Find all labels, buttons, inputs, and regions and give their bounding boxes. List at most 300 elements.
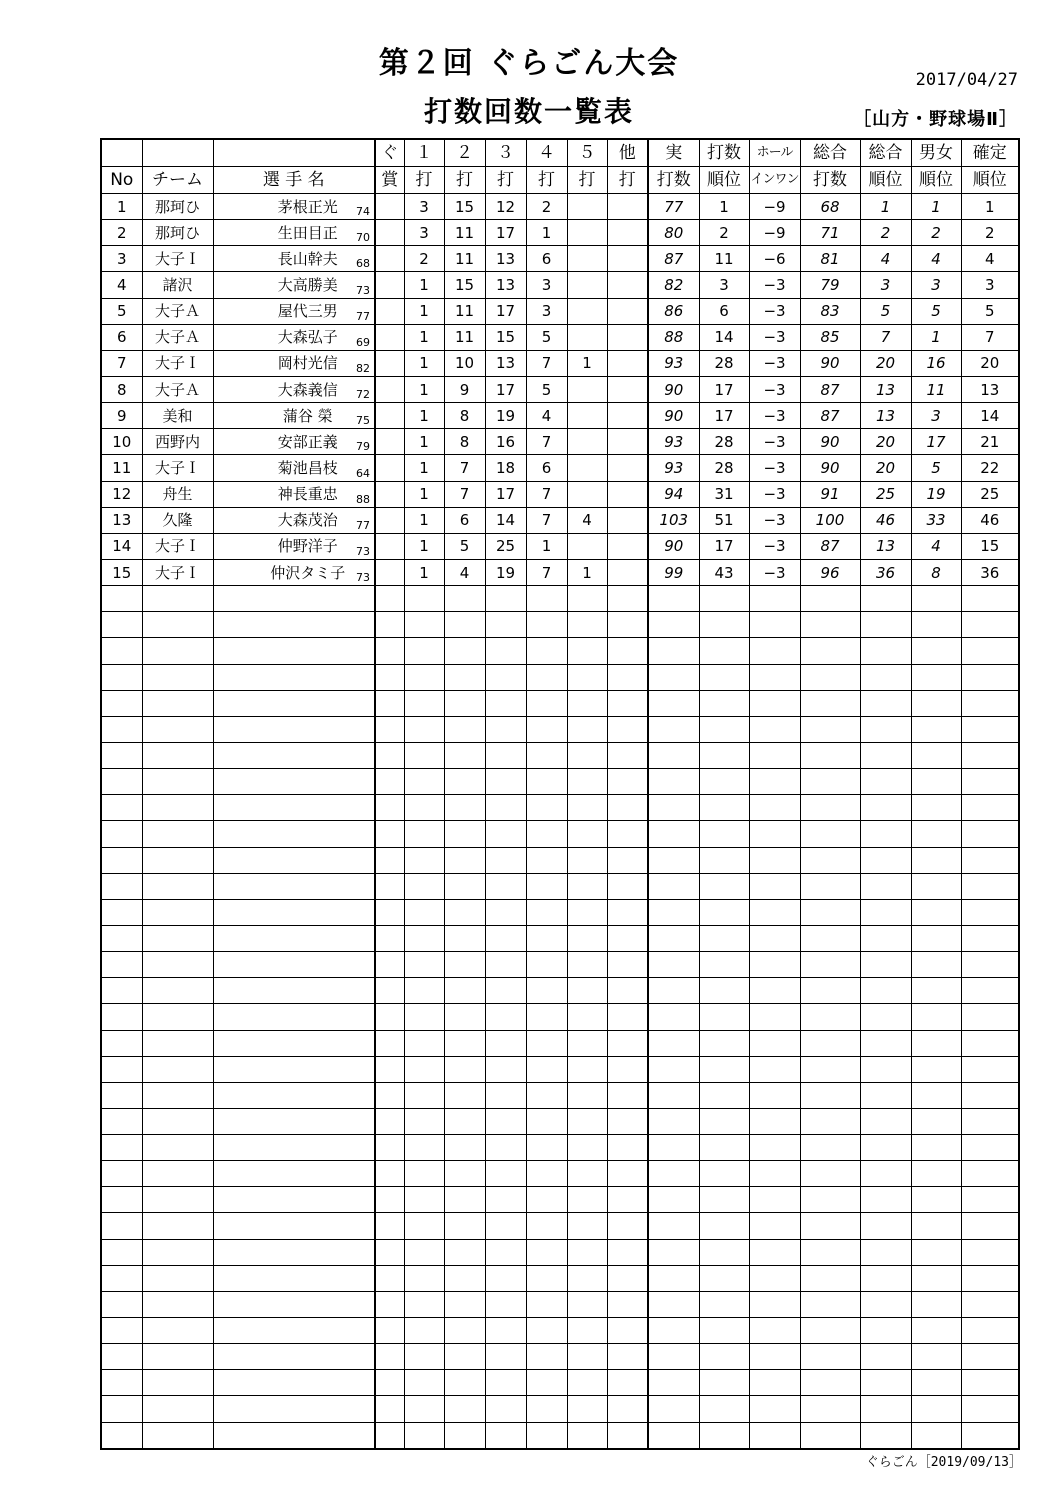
other-cell (607, 638, 648, 664)
shot3-cell (485, 1344, 526, 1370)
gender-rank-cell (911, 612, 961, 638)
award-cell (375, 1344, 404, 1370)
hole-in-one-cell (749, 1370, 800, 1396)
player-age: 73 (356, 544, 370, 558)
shot5-cell (567, 272, 607, 298)
no-cell: 11 (101, 455, 142, 481)
table-row (101, 716, 1019, 742)
shot1-cell (404, 1396, 444, 1422)
final-rank-cell (961, 716, 1019, 742)
award-cell (375, 1213, 404, 1239)
final-rank-cell: 5 (961, 298, 1019, 324)
total-strokes-cell (800, 847, 860, 873)
total-rank-cell (860, 1318, 911, 1344)
actual-strokes-cell: 90 (648, 533, 699, 559)
player-name-cell (213, 795, 375, 821)
team-cell: 大子Ｉ (142, 350, 213, 376)
player-name-cell (213, 847, 375, 873)
shot5-cell (567, 246, 607, 272)
total-rank-cell (860, 847, 911, 873)
shot1-cell (404, 1370, 444, 1396)
final-rank-cell (961, 1108, 1019, 1134)
award-cell (375, 220, 404, 246)
shot1-cell: 1 (404, 559, 444, 585)
shot2-cell (444, 1291, 485, 1317)
shot4-cell (526, 1056, 567, 1082)
hole-in-one-cell: −3 (749, 298, 800, 324)
total-strokes-cell (800, 952, 860, 978)
total-strokes-cell (800, 795, 860, 821)
table-row (101, 612, 1019, 638)
shot2-cell: 15 (444, 194, 485, 220)
shot3-cell (485, 1187, 526, 1213)
shot3-cell (485, 1318, 526, 1344)
award-cell (375, 795, 404, 821)
shot5-cell (567, 1135, 607, 1161)
gender-rank-cell: 4 (911, 533, 961, 559)
shot5-cell (567, 1265, 607, 1291)
shot5-cell (567, 1318, 607, 1344)
table-row (101, 1187, 1019, 1213)
shot2-cell (444, 1004, 485, 1030)
no-cell (101, 899, 142, 925)
actual-strokes-cell (648, 716, 699, 742)
shot1-cell: 1 (404, 376, 444, 402)
award-cell (375, 429, 404, 455)
shot2-cell (444, 821, 485, 847)
actual-strokes-cell (648, 899, 699, 925)
hole-in-one-cell (749, 1344, 800, 1370)
hole-in-one-cell (749, 1108, 800, 1134)
page-subtitle: 打数回数一覧表 (423, 95, 634, 128)
table-row (101, 1422, 1019, 1449)
header-gender-rank-bottom: 順位 (911, 167, 961, 194)
final-rank-cell (961, 1422, 1019, 1449)
team-cell (142, 586, 213, 612)
gender-rank-cell (911, 742, 961, 768)
total-rank-cell (860, 1161, 911, 1187)
header-row-top (101, 139, 1019, 167)
shot3-cell (485, 769, 526, 795)
stroke-rank-cell: 2 (699, 220, 749, 246)
shot1-cell (404, 586, 444, 612)
gender-rank-cell (911, 1135, 961, 1161)
shot3-cell (485, 1161, 526, 1187)
actual-strokes-cell: 94 (648, 481, 699, 507)
team-cell (142, 795, 213, 821)
header-total-rank-top: 総合 (860, 139, 911, 167)
no-cell (101, 1396, 142, 1422)
team-cell: 諸沢 (142, 272, 213, 298)
actual-strokes-cell (648, 795, 699, 821)
shot2-cell: 6 (444, 507, 485, 533)
table-row (101, 1108, 1019, 1134)
stroke-rank-cell (699, 1004, 749, 1030)
other-cell (607, 769, 648, 795)
no-cell: 9 (101, 403, 142, 429)
player-name-cell (213, 533, 375, 559)
shot5-cell (567, 1030, 607, 1056)
shot3-cell (485, 1370, 526, 1396)
shot5-cell (567, 298, 607, 324)
team-cell (142, 978, 213, 1004)
header-final-rank-bottom: 順位 (961, 167, 1019, 194)
total-strokes-cell (800, 769, 860, 795)
other-cell (607, 586, 648, 612)
shot5-cell (567, 1213, 607, 1239)
hole-in-one-cell: −3 (749, 429, 800, 455)
player-name: 仲沢タミ子 (270, 563, 346, 582)
shot1-cell (404, 1187, 444, 1213)
table-row (101, 376, 1019, 402)
shot4-cell: 6 (526, 246, 567, 272)
shot1-cell (404, 847, 444, 873)
player-name-cell (213, 742, 375, 768)
hole-in-one-cell (749, 1187, 800, 1213)
team-cell (142, 1161, 213, 1187)
hole-in-one-cell (749, 742, 800, 768)
shot1-cell: 1 (404, 403, 444, 429)
actual-strokes-cell (648, 1187, 699, 1213)
no-cell (101, 1239, 142, 1265)
stroke-rank-cell: 28 (699, 429, 749, 455)
gender-rank-cell (911, 769, 961, 795)
stroke-rank-cell (699, 638, 749, 664)
actual-strokes-cell (648, 742, 699, 768)
team-cell (142, 1422, 213, 1449)
table-row (101, 873, 1019, 899)
player-name-cell (213, 455, 375, 481)
final-rank-cell (961, 1082, 1019, 1108)
shot5-cell: 1 (567, 350, 607, 376)
hole-in-one-cell (749, 1265, 800, 1291)
stroke-rank-cell (699, 899, 749, 925)
shot3-cell: 13 (485, 272, 526, 298)
shot3-cell (485, 638, 526, 664)
team-cell (142, 1056, 213, 1082)
actual-strokes-cell (648, 1056, 699, 1082)
hole-in-one-cell (749, 1004, 800, 1030)
shot2-cell (444, 1082, 485, 1108)
award-cell (375, 350, 404, 376)
gender-rank-cell (911, 1396, 961, 1422)
shot5-cell (567, 586, 607, 612)
shot4-cell (526, 847, 567, 873)
team-cell (142, 1004, 213, 1030)
actual-strokes-cell: 82 (648, 272, 699, 298)
award-cell (375, 586, 404, 612)
final-rank-cell (961, 795, 1019, 821)
player-name-cell (213, 899, 375, 925)
gender-rank-cell: 2 (911, 220, 961, 246)
award-cell (375, 1265, 404, 1291)
player-age: 88 (356, 492, 370, 506)
shot4-cell (526, 1135, 567, 1161)
team-cell (142, 1396, 213, 1422)
shot3-cell: 25 (485, 533, 526, 559)
team-cell: 大子Ｉ (142, 559, 213, 585)
date-label: 2017/04/27 (915, 70, 1018, 90)
player-age: 77 (356, 518, 370, 532)
award-cell (375, 455, 404, 481)
other-cell (607, 873, 648, 899)
other-cell (607, 507, 648, 533)
header-shot3-top: ３ (485, 139, 526, 167)
total-rank-cell: 20 (860, 455, 911, 481)
hole-in-one-cell: −6 (749, 246, 800, 272)
gender-rank-cell (911, 1265, 961, 1291)
award-cell (375, 925, 404, 951)
final-rank-cell (961, 952, 1019, 978)
hole-in-one-cell (749, 1082, 800, 1108)
final-rank-cell (961, 1187, 1019, 1213)
shot5-cell (567, 376, 607, 402)
team-cell: 大子Ｉ (142, 246, 213, 272)
no-cell (101, 1030, 142, 1056)
other-cell (607, 664, 648, 690)
no-cell (101, 664, 142, 690)
total-strokes-cell: 90 (800, 350, 860, 376)
total-rank-cell: 2 (860, 220, 911, 246)
other-cell (607, 1396, 648, 1422)
player-name-cell (213, 350, 375, 376)
hole-in-one-cell: −3 (749, 324, 800, 350)
table-row (101, 821, 1019, 847)
total-strokes-cell (800, 873, 860, 899)
actual-strokes-cell (648, 1135, 699, 1161)
shot5-cell (567, 429, 607, 455)
other-cell (607, 1422, 648, 1449)
team-cell (142, 952, 213, 978)
other-cell (607, 1265, 648, 1291)
shot2-cell (444, 1030, 485, 1056)
actual-strokes-cell (648, 612, 699, 638)
gender-rank-cell: 8 (911, 559, 961, 585)
no-cell (101, 1265, 142, 1291)
shot5-cell (567, 978, 607, 1004)
total-rank-cell (860, 1265, 911, 1291)
total-rank-cell (860, 638, 911, 664)
shot3-cell: 17 (485, 481, 526, 507)
award-cell (375, 1135, 404, 1161)
stroke-rank-cell (699, 1082, 749, 1108)
actual-strokes-cell: 99 (648, 559, 699, 585)
table-row (101, 481, 1019, 507)
shot5-cell (567, 716, 607, 742)
total-rank-cell: 20 (860, 350, 911, 376)
actual-strokes-cell (648, 1265, 699, 1291)
shot1-cell (404, 978, 444, 1004)
total-rank-cell (860, 769, 911, 795)
gender-rank-cell (911, 664, 961, 690)
shot5-cell (567, 769, 607, 795)
gender-rank-cell: 3 (911, 272, 961, 298)
player-name-cell (213, 1082, 375, 1108)
shot4-cell (526, 1213, 567, 1239)
actual-strokes-cell (648, 952, 699, 978)
final-rank-cell (961, 1135, 1019, 1161)
other-cell (607, 978, 648, 1004)
table-row (101, 1056, 1019, 1082)
shot5-cell (567, 821, 607, 847)
stroke-rank-cell (699, 586, 749, 612)
header-no-top (101, 139, 142, 167)
gender-rank-cell (911, 1291, 961, 1317)
team-cell (142, 612, 213, 638)
player-name-cell (213, 978, 375, 1004)
hole-in-one-cell (749, 1135, 800, 1161)
gender-rank-cell (911, 899, 961, 925)
no-cell (101, 1370, 142, 1396)
other-cell (607, 1030, 648, 1056)
shot3-cell (485, 1396, 526, 1422)
hole-in-one-cell: −3 (749, 507, 800, 533)
table-row (101, 324, 1019, 350)
header-player-name-bottom: 選 手 名 (213, 167, 375, 194)
stroke-rank-cell (699, 925, 749, 951)
total-strokes-cell (800, 1422, 860, 1449)
final-rank-cell: 3 (961, 272, 1019, 298)
total-strokes-cell (800, 1187, 860, 1213)
table-row (101, 455, 1019, 481)
shot1-cell: 1 (404, 350, 444, 376)
total-strokes-cell (800, 1370, 860, 1396)
hole-in-one-cell (749, 821, 800, 847)
award-cell (375, 690, 404, 716)
shot2-cell (444, 1056, 485, 1082)
award-cell (375, 821, 404, 847)
header-stroke-rank-top: 打数 (699, 139, 749, 167)
no-cell: 4 (101, 272, 142, 298)
award-cell (375, 1318, 404, 1344)
hole-in-one-cell: −3 (749, 403, 800, 429)
shot4-cell (526, 952, 567, 978)
other-cell (607, 1056, 648, 1082)
final-rank-cell: 2 (961, 220, 1019, 246)
other-cell (607, 481, 648, 507)
stroke-rank-cell (699, 1370, 749, 1396)
actual-strokes-cell: 93 (648, 350, 699, 376)
team-cell (142, 690, 213, 716)
final-rank-cell (961, 1213, 1019, 1239)
shot4-cell: 3 (526, 298, 567, 324)
player-name-cell (213, 1108, 375, 1134)
shot5-cell (567, 403, 607, 429)
player-name-cell (213, 586, 375, 612)
player-name-cell (213, 612, 375, 638)
gender-rank-cell (911, 978, 961, 1004)
table-row (101, 664, 1019, 690)
award-cell (375, 272, 404, 298)
shot5-cell (567, 952, 607, 978)
team-cell (142, 1239, 213, 1265)
actual-strokes-cell: 87 (648, 246, 699, 272)
player-name: 菊池昌枝 (277, 458, 338, 477)
other-cell (607, 952, 648, 978)
shot3-cell: 13 (485, 350, 526, 376)
table-row (101, 533, 1019, 559)
team-cell: 久隆 (142, 507, 213, 533)
shot2-cell: 11 (444, 298, 485, 324)
header-total-strokes-bottom: 打数 (800, 167, 860, 194)
stroke-rank-cell (699, 1396, 749, 1422)
shot3-cell: 15 (485, 324, 526, 350)
other-cell (607, 298, 648, 324)
total-rank-cell (860, 1004, 911, 1030)
shot4-cell (526, 1265, 567, 1291)
header-team-bottom: チーム (142, 167, 213, 194)
actual-strokes-cell (648, 1082, 699, 1108)
shot4-cell (526, 612, 567, 638)
shot1-cell (404, 1422, 444, 1449)
header-team-top (142, 139, 213, 167)
hole-in-one-cell (749, 690, 800, 716)
shot2-cell (444, 899, 485, 925)
final-rank-cell: 14 (961, 403, 1019, 429)
header-other-top: 他 (607, 139, 648, 167)
final-rank-cell: 20 (961, 350, 1019, 376)
team-cell (142, 742, 213, 768)
award-cell (375, 246, 404, 272)
shot4-cell: 7 (526, 429, 567, 455)
total-rank-cell (860, 1422, 911, 1449)
gender-rank-cell: 11 (911, 376, 961, 402)
total-rank-cell: 36 (860, 559, 911, 585)
total-strokes-cell: 100 (800, 507, 860, 533)
total-rank-cell (860, 821, 911, 847)
table-row (101, 1004, 1019, 1030)
player-name-cell (213, 1056, 375, 1082)
team-cell: 舟生 (142, 481, 213, 507)
shot5-cell (567, 1396, 607, 1422)
shot2-cell (444, 1239, 485, 1265)
other-cell (607, 429, 648, 455)
shot1-cell: 3 (404, 194, 444, 220)
team-cell (142, 638, 213, 664)
total-strokes-cell (800, 1161, 860, 1187)
other-cell (607, 1004, 648, 1030)
header-actual-strokes-top: 実 (648, 139, 699, 167)
final-rank-cell (961, 873, 1019, 899)
total-strokes-cell (800, 925, 860, 951)
shot4-cell (526, 795, 567, 821)
header-shot1-bottom: 打 (404, 167, 444, 194)
shot1-cell: 3 (404, 220, 444, 246)
team-cell (142, 1344, 213, 1370)
total-strokes-cell (800, 1082, 860, 1108)
player-age: 70 (356, 231, 370, 245)
team-cell (142, 1030, 213, 1056)
total-rank-cell: 13 (860, 403, 911, 429)
shot1-cell: 2 (404, 246, 444, 272)
player-name-cell (213, 1265, 375, 1291)
total-strokes-cell: 68 (800, 194, 860, 220)
final-rank-cell (961, 638, 1019, 664)
shot2-cell (444, 1318, 485, 1344)
other-cell (607, 1344, 648, 1370)
shot1-cell (404, 952, 444, 978)
other-cell (607, 899, 648, 925)
actual-strokes-cell: 77 (648, 194, 699, 220)
player-name-cell (213, 376, 375, 402)
gender-rank-cell: 3 (911, 403, 961, 429)
team-cell: 大子Ａ (142, 324, 213, 350)
award-cell (375, 481, 404, 507)
stroke-rank-cell (699, 742, 749, 768)
shot3-cell: 17 (485, 220, 526, 246)
total-strokes-cell (800, 716, 860, 742)
shot4-cell (526, 1291, 567, 1317)
